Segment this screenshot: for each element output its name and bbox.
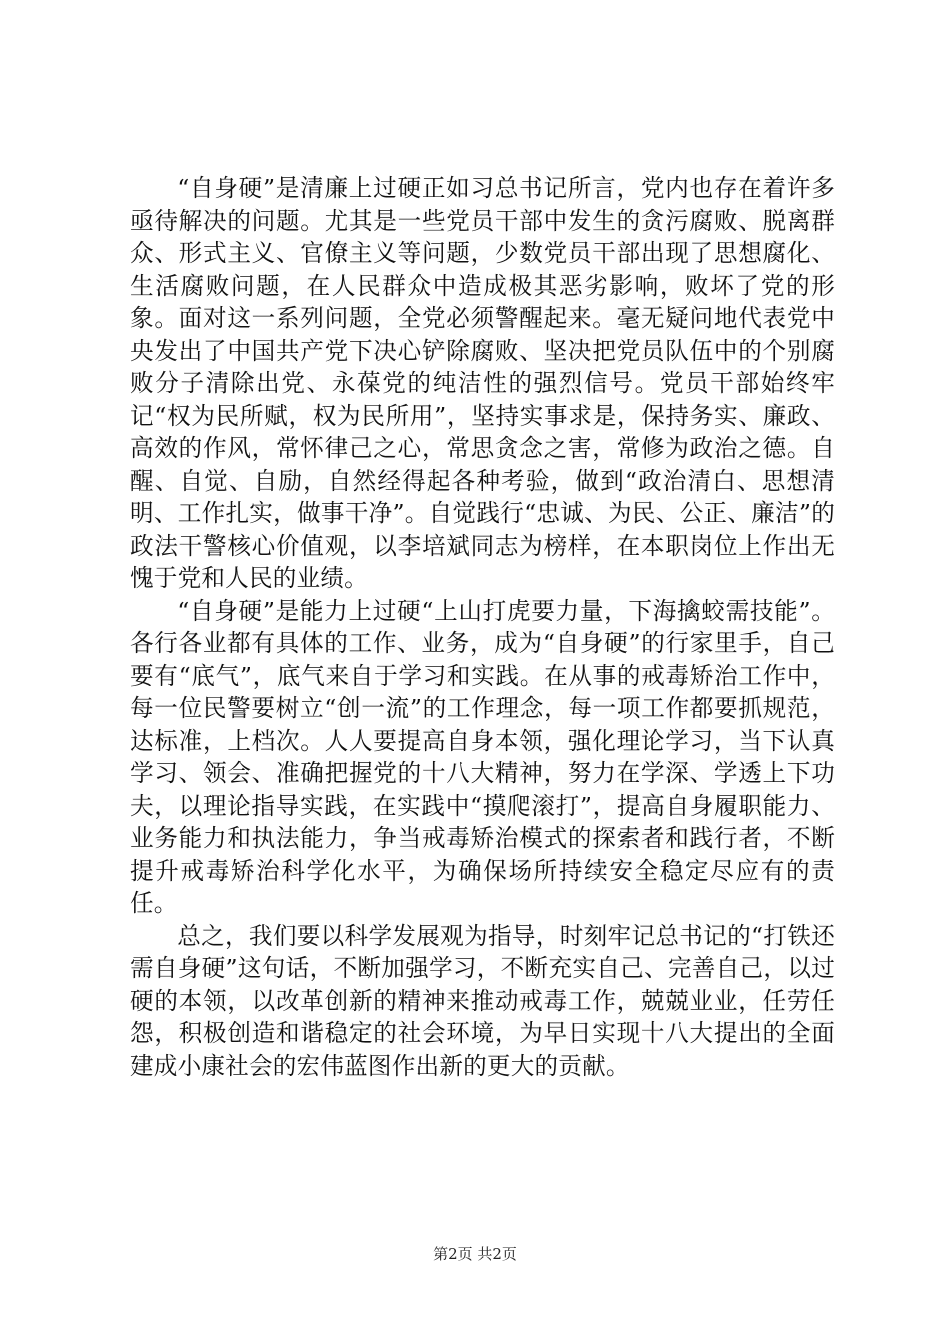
paragraph-ability: “自身硬”是能力上过硬“上山打虎要力量，下海擒蛟需技能”。各行各业都有具体的工作、业务，成为“自身硬”的行家里手，自己要有“底气”，底气来自于学习和实践。在从事的戒毒矫治工作中，每一位民警要树立“创一流”的工作理念，每一项工作都要抓规范，达标准，上档次。人人要提高自身本领，强化理论学习，当下认真学习、领会、准确把握党的十八大精神，努力在学深、学透上下功夫，以理论指导实践，在实践中“摸爬滚打”，提高自身履职能力、业务能力和执法能力，争当戒毒矫治模式的探索者和践行者，不断提升戒毒矫治科学化水平，为确保场所持续安全稳定尽应有的责任。: [130, 596, 835, 917]
body-text: [130, 172, 835, 1082]
paragraph-integrity: “自身硬”是清廉上过硬正如习总书记所言，党内也存在着许多亟待解决的问题。尤其是一些党员干部中发生的贪污腐败、脱离群众、形式主义、官僚主义等问题，少数党员干部出现了思想腐化、生活腐败问题，在人民群众中造成极其恶劣影响，败坏了党的形象。面对这一系列问题，全党必须警醒起来。毫无疑问地代表党中央发出了中国共产党下决心铲除腐败、坚决把党员队伍中的个别腐败分子清除出党、永葆党的纯洁性的强烈信号。党员干部始终牢记“权为民所赋，权为民所用”，坚持实事求是，保持务实、廉政、高效的作风，常怀律己之心，常思贪念之害，常修为政治之德。自醒、自觉、自励，自然经得起各种考验，做到“政治清白、思想清明、工作扎实，做事干净”。自觉践行“忠诚、为民、公正、廉洁”的政法干警核心价值观，以李培斌同志为榜样，在本职岗位上作出无愧于党和人民的业绩。: [130, 174, 835, 592]
paragraph-conclusion: 总之，我们要以科学发展观为指导，时刻牢记总书记的“打铁还需自身硬”这句话，不断加强学习，不断充实自己、完善自己，以过硬的本领，以改革创新的精神来推动戒毒工作，兢兢业业，任劳任怨，积极创造和谐稳定的社会环境，为早日实现十八大提出的全面建成小康社会的宏伟蓝图作出新的更大的贡献。: [130, 921, 835, 1080]
page-footer: 第2页 共2页: [433, 1245, 517, 1263]
